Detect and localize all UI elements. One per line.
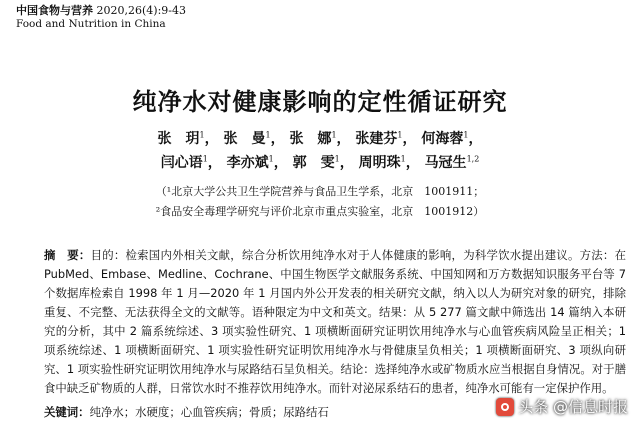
journal-name-cn: 中国食物与营养 — [16, 4, 93, 17]
journal-header — [16, 4, 186, 31]
author: 张 曼$^1$， — [223, 130, 285, 147]
author: 周明珠$^1$， — [358, 154, 420, 171]
keywords-label: 关键词： — [44, 405, 90, 419]
abstract — [44, 246, 626, 398]
watermark-text: 头条 @信息时报 — [518, 398, 628, 416]
abstract-label: 摘 要： — [44, 248, 91, 262]
author-row-1 — [0, 128, 640, 148]
author: 郭 雯$^1$， — [292, 154, 354, 171]
citation: 2020,26(4):9-43 — [96, 4, 186, 17]
author: 张 娜$^1$， — [289, 130, 351, 147]
author: 李亦斌$^1$， — [226, 154, 288, 171]
keywords — [44, 404, 329, 420]
affiliation-1: （¹北京大学公共卫生学院营养与食品卫生学系，北京 1001911； — [155, 185, 485, 198]
author: 张建芬$^1$， — [355, 130, 417, 147]
author-row-2 — [0, 152, 640, 172]
author: 马冠生$^{1,2}$ — [424, 154, 480, 171]
author: 闫心语$^1$， — [160, 154, 222, 171]
affiliation-2: ²食品安全毒理学研究与评价北京市重点实验室，北京 1001912） — [155, 205, 485, 218]
journal-line — [16, 4, 186, 18]
journal-name-en: Food and Nutrition in China — [16, 17, 166, 30]
toutiao-logo-icon — [496, 398, 514, 416]
author: 张 玥$^1$， — [157, 130, 219, 147]
keywords-text: 纯净水；水硬度；心血管疾病；骨质；尿路结石 — [89, 405, 329, 419]
author: 何海蓉$^1$， — [421, 130, 483, 147]
abstract-text: 目的：检索国内外相关文献，综合分析饮用纯净水对于人体健康的影响，为科学饮水提出建议。方法：在 PubMed、Embase、Medline、Cochrane、中国生物医学文献服务系统、中国知网和万方数据知识服务平台等 7 个数据库检索自 1998 年 1 月—2020 年 1 月国内外公开发表的相关研究文献，纳入以人为研究对象的研究，排除重复、不完整、无法获得全文的文献等。语种限定为中文和英文。结果：从 5 277 篇文献中筛选出 14 篇纳入本研究的分析，其中 2 篇系统综述、3 项实验性研究、1 项横断面研究证明饮用纯净水与心血管疾病风险呈正相关；1 项系统综述、1 项横断面研究、1 项实验性研究证明饮用纯净水与骨健康呈负相关；1 项横断面研究、3 项纵向研究、1 项实验性研究证明饮用纯净水与尿路结石呈负相关。结论：选择纯净水或矿物质水应当根据自身情况。对于膳食中缺乏矿物质的人群，日常饮水时不推荐饮用纯净水。而针对泌尿系结石的患者，纯净水可能有一定保护作用。 — [44, 248, 626, 395]
watermark — [496, 396, 628, 417]
paper-title: 纯净水对健康影响的定性循证研究 — [132, 88, 508, 116]
